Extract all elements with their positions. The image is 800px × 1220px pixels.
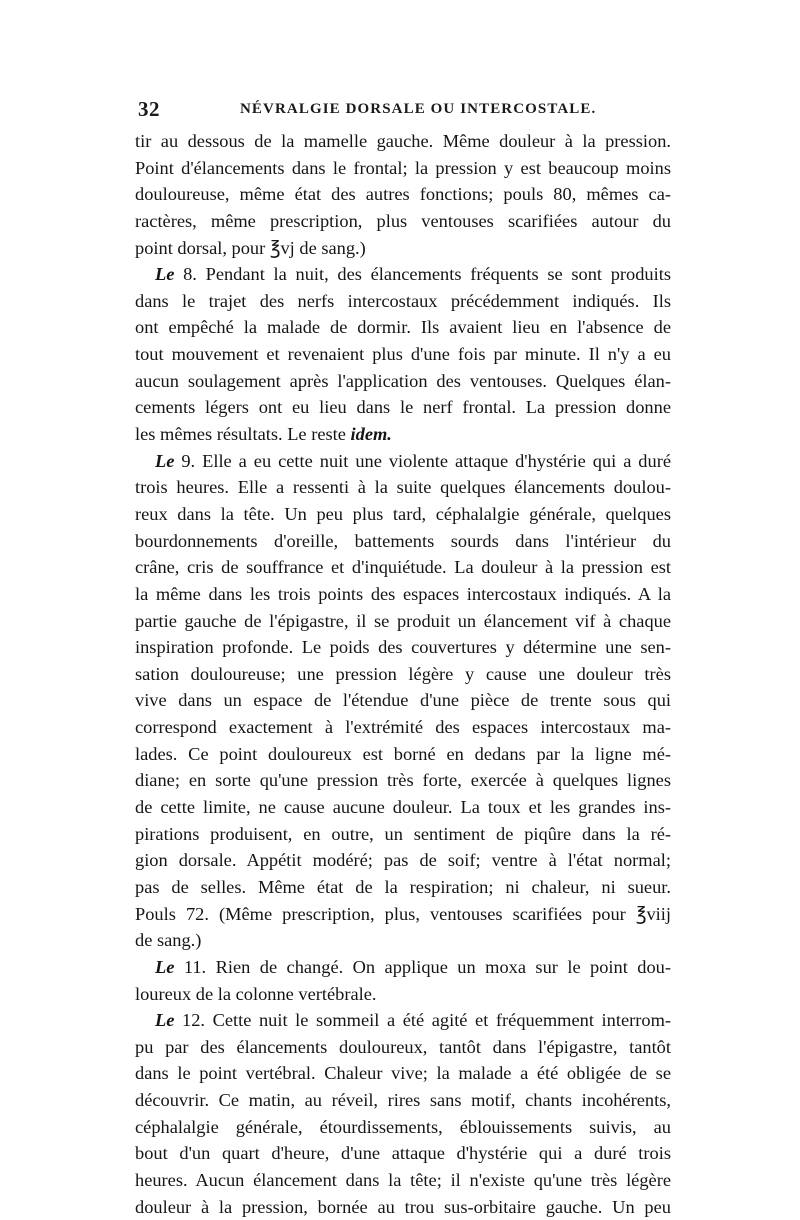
text-line <box>135 341 671 368</box>
line-text: ractères, même prescription, plus ventouses scarifiées autour du <box>135 210 671 231</box>
line-text: sation douloureuse; une pression légère y cause une douleur très <box>135 663 671 684</box>
text-line <box>135 155 671 182</box>
text-line <box>135 128 671 155</box>
text-line <box>135 901 671 928</box>
line-text: céphalalgie générale, étourdissements, éblouissements suivis, au <box>135 1116 671 1137</box>
text-line <box>135 1034 671 1061</box>
line-text: vive dans un espace de l'étendue d'une pièce de trente sous qui <box>135 690 671 711</box>
line-text: crâne, cris de souffrance et d'inquiétude. La douleur à la pression est <box>135 557 671 578</box>
date-label: Le <box>155 450 175 471</box>
text-line <box>135 1194 671 1220</box>
line-text: dans le trajet des nerfs intercostaux précédemment indiqués. Ils <box>135 290 671 311</box>
running-title: NÉVRALGIE DORSALE OU INTERCOSTALE. <box>240 101 597 117</box>
text-line <box>135 581 671 608</box>
text-line <box>135 394 671 421</box>
line-text: 12. Cette nuit le sommeil a été agité et fréquemment interrom- <box>174 1010 671 1031</box>
line-text: tout mouvement et revenaient plus d'une fois par minute. Il n'y a eu <box>135 344 671 365</box>
line-text: point dorsal, pour ℥vj de sang.) <box>135 237 366 258</box>
line-text: Pouls 72. (Même prescription, plus, ventouses scarifiées pour ℥viij <box>135 903 671 924</box>
page-number: 32 <box>138 97 160 121</box>
line-text: cements légers ont eu lieu dans le nerf frontal. La pression donne <box>135 397 671 418</box>
line-text: douloureuse, même état des autres fonctions; pouls 80, mêmes ca- <box>135 184 671 205</box>
line-text: aucun soulagement après l'application des ventouses. Quelques élan- <box>135 370 671 391</box>
text-line <box>135 954 671 981</box>
text-line <box>135 208 671 235</box>
line-text: ont empêché la malade de dormir. Ils avaient lieu en l'absence de <box>135 317 671 338</box>
text-line <box>135 448 671 475</box>
line-text: trois heures. Elle a ressenti à la suite quelques élancements doulou- <box>135 477 671 498</box>
text-line <box>135 235 671 262</box>
text-line <box>135 714 671 741</box>
text-line <box>135 1007 671 1034</box>
text-line <box>135 314 671 341</box>
text-line <box>135 1167 671 1194</box>
text-line <box>135 1087 671 1114</box>
text-line <box>135 821 671 848</box>
line-text: inspiration profonde. Le poids des couvertures y détermine une sen- <box>135 637 671 658</box>
text-line <box>135 554 671 581</box>
line-text: douleur à la pression, bornée au trou sus-orbitaire gauche. Un peu <box>135 1196 671 1217</box>
line-text: les mêmes résultats. Le reste <box>135 424 351 445</box>
text-line <box>135 767 671 794</box>
line-text: bourdonnements d'oreille, battements sourds dans l'intérieur du <box>135 530 671 551</box>
date-label: Le <box>155 1010 175 1031</box>
line-text: Point d'élancements dans le frontal; la pression y est beaucoup moins <box>135 157 671 178</box>
text-line <box>135 847 671 874</box>
text-line <box>135 261 671 288</box>
text-line <box>135 634 671 661</box>
text-line <box>135 1114 671 1141</box>
line-text: de sang.) <box>135 930 202 951</box>
text-line <box>135 528 671 555</box>
line-text: heures. Aucun élancement dans la tête; il n'existe qu'une très légère <box>135 1169 671 1190</box>
line-text: 9. Elle a eu cette nuit une violente attaque d'hystérie qui a duré <box>174 450 671 471</box>
line-text: 8. Pendant la nuit, des élancements fréquents se sont produits <box>174 264 671 285</box>
line-text: correspond exactement à l'extrémité des espaces intercostaux ma- <box>135 717 671 738</box>
line-text: de cette limite, ne cause aucune douleur. La toux et les grandes ins- <box>135 797 671 818</box>
text-line <box>135 1060 671 1087</box>
line-text: diane; en sorte qu'une pression très forte, exercée à quelques lignes <box>135 770 671 791</box>
date-label: Le <box>155 264 175 285</box>
text-line <box>135 181 671 208</box>
line-text: la même dans les trois points des espaces intercostaux indiqués. A la <box>135 583 671 604</box>
line-text: dans le point vertébral. Chaleur vive; la malade a été obligée de se <box>135 1063 671 1084</box>
line-text: reux dans la tête. Un peu plus tard, céphalalgie générale, quelques <box>135 503 671 524</box>
italic-word: idem. <box>350 424 392 445</box>
line-text: pu par des élancements douloureux, tantôt dans l'épigastre, tantôt <box>135 1036 671 1057</box>
text-line <box>135 874 671 901</box>
date-label: Le <box>155 956 175 977</box>
line-text: bout d'un quart d'heure, d'une attaque d'hystérie qui a duré trois <box>135 1143 671 1164</box>
text-line <box>135 981 671 1008</box>
text-line <box>135 421 671 448</box>
text-line <box>135 687 671 714</box>
text-line <box>135 1140 671 1167</box>
text-line <box>135 661 671 688</box>
line-text: partie gauche de l'épigastre, il se produit un élancement vif à chaque <box>135 610 671 631</box>
running-head <box>138 97 668 125</box>
text-line <box>135 927 671 954</box>
text-line <box>135 474 671 501</box>
body-text <box>135 128 671 1220</box>
text-line <box>135 741 671 768</box>
text-line <box>135 288 671 315</box>
line-text: tir au dessous de la mamelle gauche. Même douleur à la pression. <box>135 131 671 151</box>
line-text: 11. Rien de changé. On applique un moxa sur le point dou- <box>174 956 671 977</box>
text-line <box>135 368 671 395</box>
line-text: découvrir. Ce matin, au réveil, rires sans motif, chants incohérents, <box>135 1090 671 1111</box>
line-text: lades. Ce point douloureux est borné en dedans par la ligne mé- <box>135 743 671 764</box>
line-text: pirations produisent, en outre, un sentiment de piqûre dans la ré- <box>135 823 671 844</box>
text-line <box>135 501 671 528</box>
text-line <box>135 608 671 635</box>
line-text: gion dorsale. Appétit modéré; pas de soif; ventre à l'état normal; <box>135 850 671 871</box>
text-line <box>135 794 671 821</box>
line-text: loureux de la colonne vertébrale. <box>135 983 377 1004</box>
line-text: pas de selles. Même état de la respiration; ni chaleur, ni sueur. <box>135 876 671 897</box>
